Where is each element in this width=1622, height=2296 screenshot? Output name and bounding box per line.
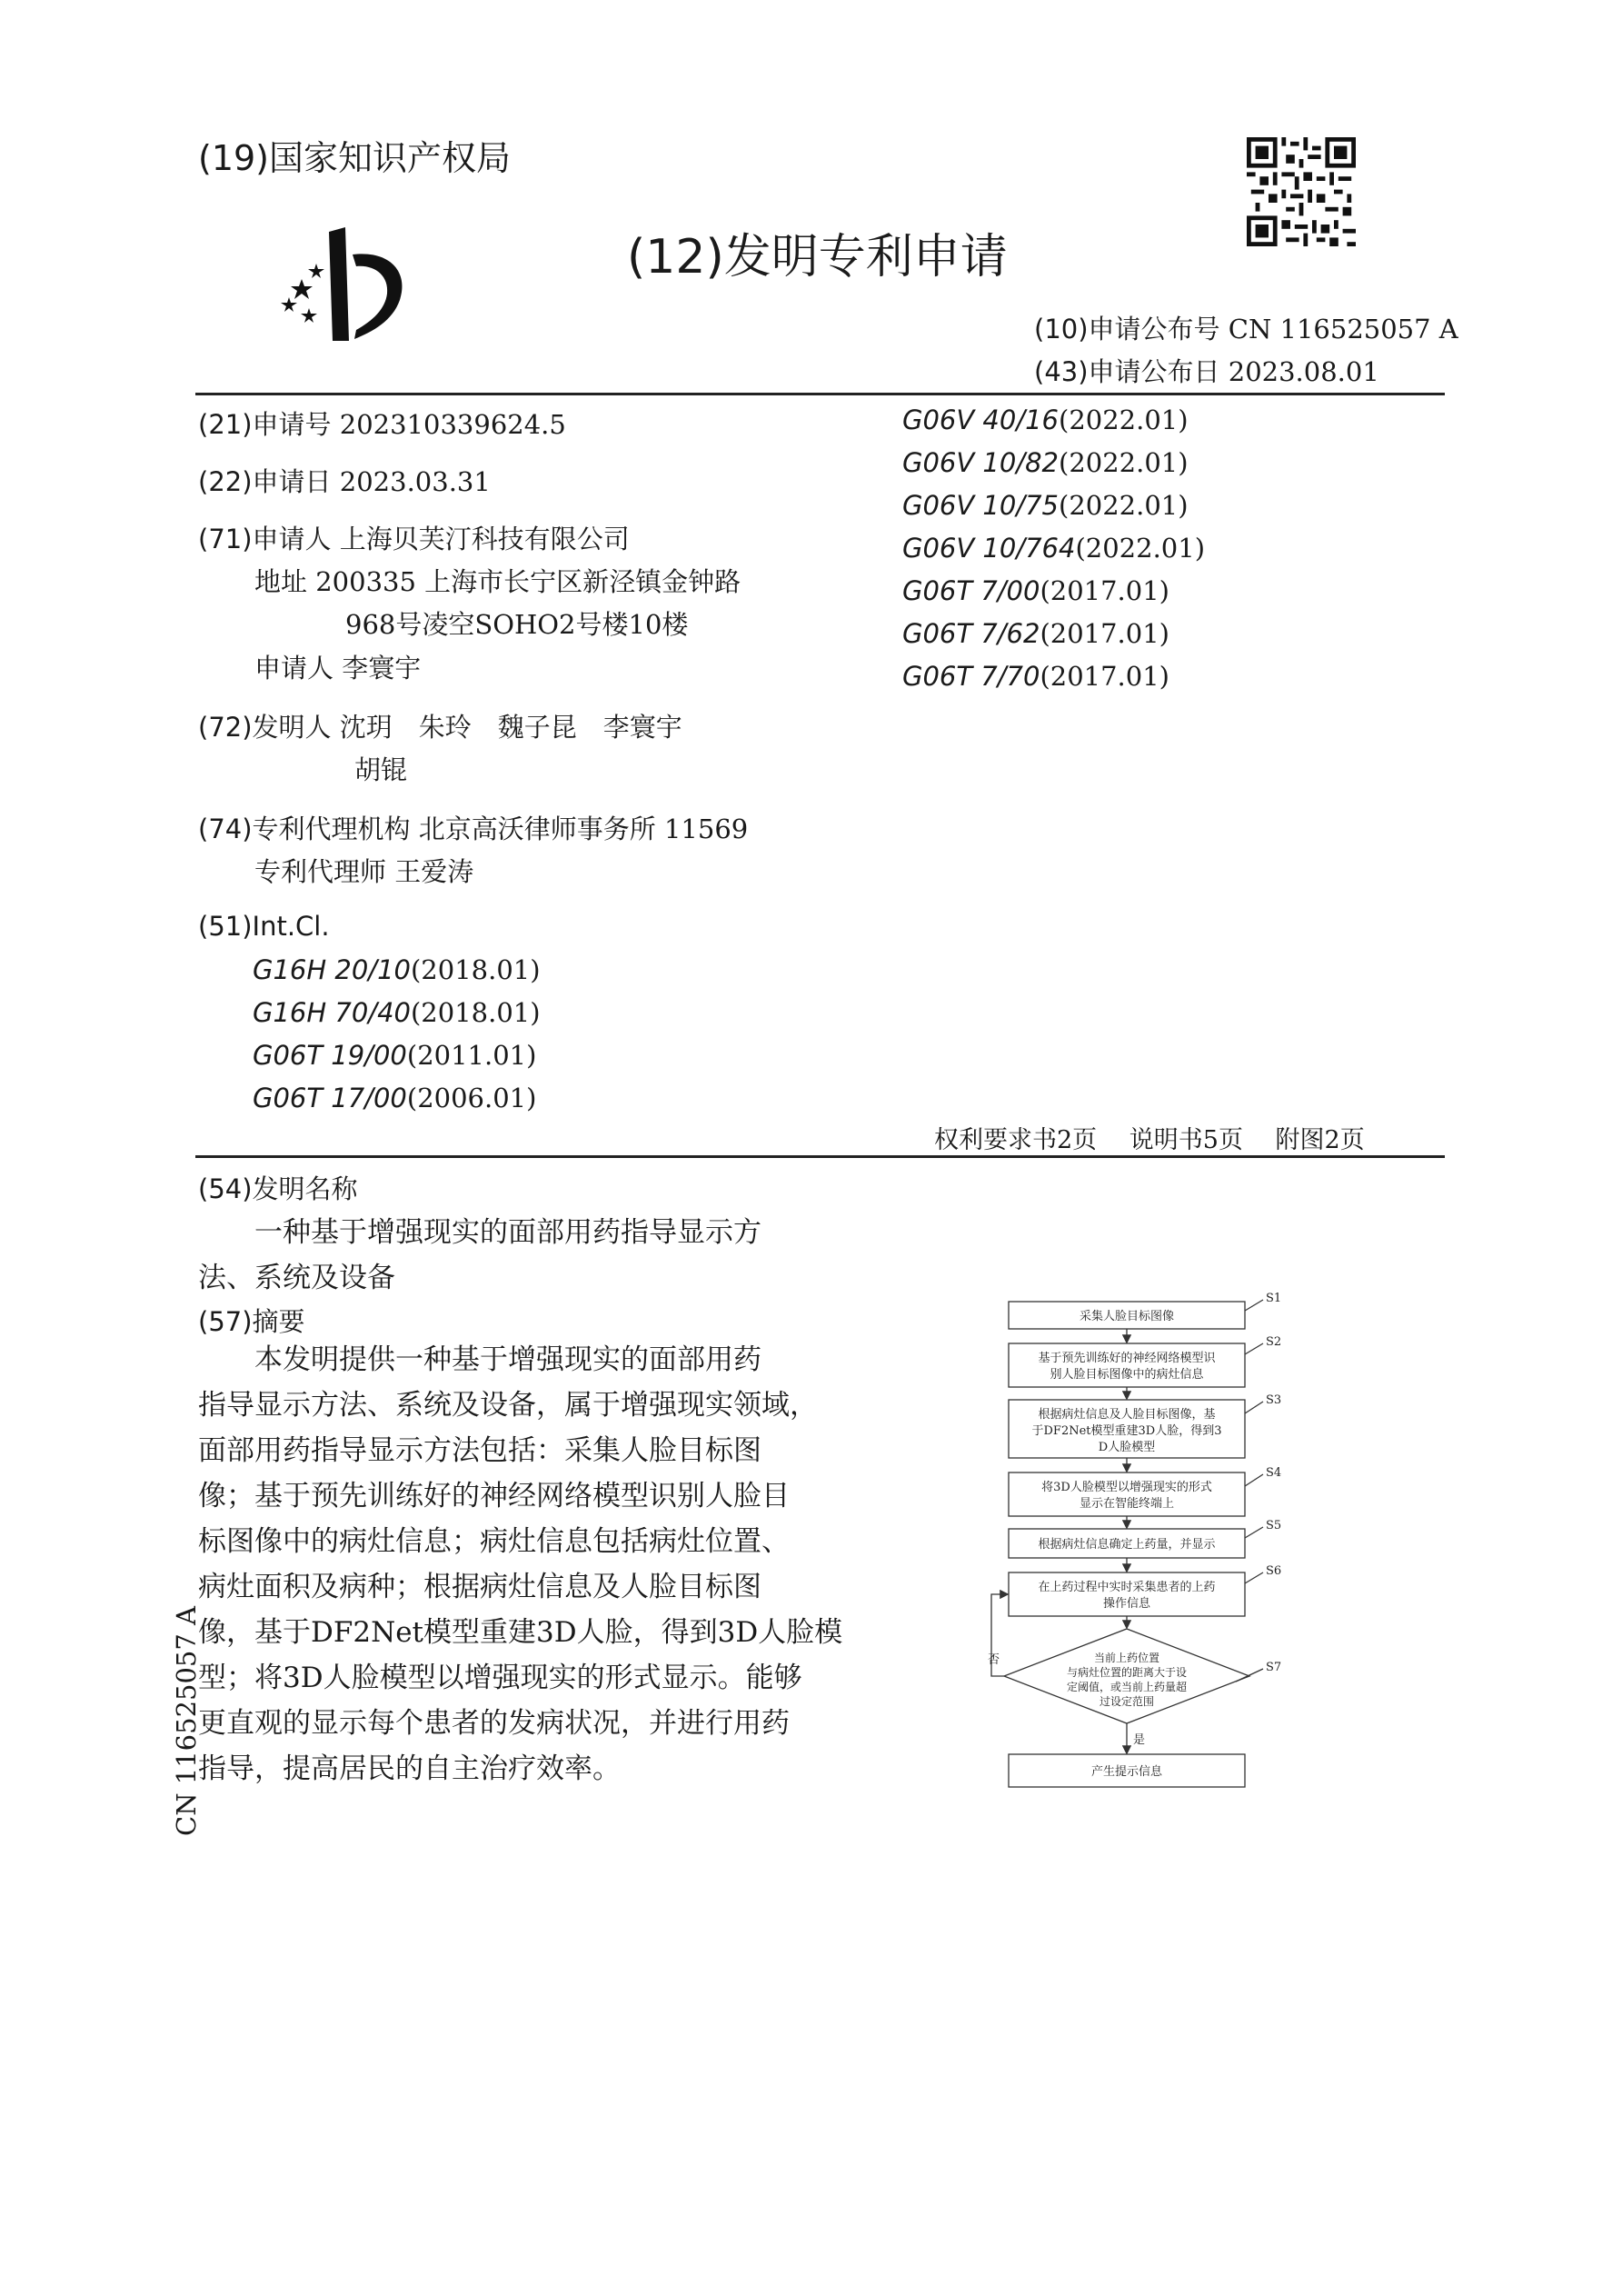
agent-label: 专利代理师 [254,856,387,887]
pub-number: CN 116525057 A [1228,314,1458,344]
intcl-class: G06T 7/00 [902,575,1040,606]
intcl-right-5 [902,618,1169,649]
intcl-heading [198,911,330,942]
intcl-version: (2022.01) [1059,447,1189,478]
pub-number-row [1034,309,1458,346]
intcl-version: (2018.01) [410,997,541,1028]
flow-s1-text: 采集人脸目标图像 [1079,1310,1175,1323]
abstract-code: (57) [198,1306,253,1337]
pub-date-row [1034,352,1379,389]
app-no-label: 申请号 [252,409,332,440]
flow-s7-text: 过设定范围 [1099,1695,1155,1708]
intcl-right-0 [902,404,1189,435]
agency-code: (74) [198,814,253,844]
applicant-code: (71) [198,524,253,554]
flow-s2-text: 别人脸目标图像中的病灶信息 [1050,1368,1204,1382]
pub-date: 2023.08.01 [1228,356,1379,387]
intcl-code: (51) [198,911,253,942]
abstract-line: 指导，提高居民的自主治疗效率。 [198,1752,621,1785]
intcl-version: (2022.01) [1059,404,1189,435]
applicant-value: 上海贝芙汀科技有限公司 [339,524,630,554]
abstract-line: 面部用药指导显示方法包括：采集人脸目标图 [198,1434,761,1467]
intcl-class: G06V 40/16 [902,404,1060,435]
address-line1: 200335 上海市长宁区新泾镇金钟路 [315,566,741,597]
flow-no-label: 否 [988,1653,1000,1667]
flow-final-text: 产生提示信息 [1090,1765,1163,1779]
intcl-version: (2011.01) [406,1040,537,1071]
applicant2-label: 申请人 [254,653,334,684]
flow-s3-text: 根据病灶信息及人脸目标图像，基 [1038,1408,1216,1422]
applicant-row [198,519,630,556]
page-counts: 权利要求书2页 说明书5页 附图2页 [934,1126,1365,1154]
intcl-right-1 [902,447,1189,478]
flowchart [986,1291,1322,1900]
flow-step-id: S5 [1266,1519,1282,1532]
flow-step-id: S2 [1266,1335,1282,1349]
flow-step-id: S6 [1266,1564,1282,1578]
intcl-class: G06V 10/75 [902,490,1060,521]
flow-step-id: S3 [1266,1393,1282,1407]
title-label: 发明名称 [252,1173,358,1204]
abstract-line: 像，基于DF2Net模型重建3D人脸，得到3D人脸模 [198,1616,843,1649]
side-publication-number: CN 116525057 A [171,1606,202,1836]
agency-row [198,809,748,846]
agency-label: 专利代理机构 [252,814,411,844]
abstract-line: 病灶面积及病种；根据病灶信息及人脸目标图 [198,1571,761,1603]
applicant2-row [254,648,421,685]
intcl-class: G06T 19/00 [253,1040,407,1071]
app-date-label: 申请日 [252,466,332,497]
flow-s7-text: 当前上药位置 [1093,1652,1160,1664]
intcl-left-1 [253,997,541,1028]
intcl-right-6 [902,661,1169,692]
divider-top [195,393,1445,395]
office-heading [198,130,511,180]
intcl-version: (2006.01) [406,1083,537,1113]
inventor-line1: 沈玥 朱玲 魏子昆 李寰宇 [339,712,682,743]
office-name: 国家知识产权局 [269,138,512,178]
intcl-right-3 [902,533,1205,564]
flow-step-id: S7 [1266,1661,1282,1674]
inventor-label: 发明人 [252,712,332,743]
abstract-label: 摘要 [252,1306,305,1337]
agent-row [254,852,473,889]
flow-s3-text: D人脸模型 [1098,1441,1156,1454]
intcl-class: G06T 7/70 [902,661,1040,692]
doc-type-name: 发明专利申请 [723,230,1008,285]
pub-number-label: (10)申请公布号 [1034,314,1220,344]
app-date-value: 2023.03.31 [339,466,491,497]
flow-s3-text: 于DF2Net模型重建3D人脸，得到3 [1031,1424,1222,1438]
office-code: (19) [198,138,270,178]
flow-s4-text: 显示在智能终端上 [1079,1497,1175,1511]
intcl-class: G16H 70/40 [253,997,411,1028]
pub-date-label: (43)申请公布日 [1034,356,1220,387]
title-line2: 法、系统及设备 [198,1262,395,1294]
intcl-version: (2017.01) [1040,618,1169,649]
app-no-value: 202310339624.5 [339,409,566,440]
abstract-line: 更直观的显示每个患者的发病状况，并进行用药 [198,1707,790,1740]
doc-type-code: (12) [627,230,724,285]
flow-s7-text: 定阈值，或当前上药量超 [1066,1681,1188,1693]
flow-yes-label: 是 [1133,1733,1146,1747]
flow-s6-text: 在上药过程中实时采集患者的上药 [1038,1581,1216,1594]
intcl-class: G06T 7/62 [902,618,1040,649]
app-date-code: (22) [198,466,253,497]
intcl-version: (2018.01) [410,954,541,985]
cnipa-logo [273,223,427,345]
intcl-class: G06V 10/82 [902,447,1060,478]
intcl-left-0 [253,954,541,985]
inventor-line2: 胡锟 [354,754,408,785]
intcl-class: G16H 20/10 [253,954,411,985]
app-no-row [198,404,566,442]
title-code: (54) [198,1173,253,1204]
intcl-class: G06V 10/764 [902,533,1076,564]
inventor-code: (72) [198,712,253,743]
abstract-line: 像；基于预先训练好的神经网络模型识别人脸目 [198,1480,790,1512]
inventor-row [198,707,682,744]
flow-step-id: S1 [1266,1292,1282,1305]
intcl-version: (2022.01) [1075,533,1206,564]
intcl-class: G06T 17/00 [253,1083,407,1113]
title-heading [198,1169,358,1206]
abstract-line: 指导显示方法、系统及设备，属于增强现实领域， [198,1389,818,1422]
flow-s6-text: 操作信息 [1102,1597,1151,1611]
abstract-line: 型；将3D人脸模型以增强现实的形式显示。能够 [198,1662,802,1694]
divider-bottom [195,1155,1445,1158]
address-row [254,562,741,599]
qr-code [1247,137,1356,246]
intcl-version: (2017.01) [1040,575,1169,606]
address-label: 地址 [254,566,308,597]
flow-s4-text: 将3D人脸模型以增强现实的形式 [1041,1481,1212,1494]
flow-s7-text: 与病灶位置的距离大于设 [1066,1666,1188,1679]
abstract-heading [198,1302,305,1339]
intcl-left-3 [253,1083,536,1113]
app-no-code: (21) [198,409,253,440]
address-line2: 968号凌空SOHO2号楼10楼 [345,609,689,640]
flow-s5-text: 根据病灶信息确定上药量，并显示 [1038,1538,1216,1552]
agency-value: 北京高沃律师事务所 11569 [418,814,749,844]
app-date-row [198,462,491,499]
agent-value: 王爱涛 [394,856,474,887]
intcl-version: (2022.01) [1059,490,1189,521]
applicant-label: 申请人 [252,524,332,554]
flow-s2-text: 基于预先训练好的神经网络模型识 [1038,1352,1216,1365]
abstract-line: 本发明提供一种基于增强现实的面部用药 [254,1343,761,1376]
intcl-version: (2017.01) [1040,661,1169,692]
intcl-label: Int.Cl. [252,911,330,942]
applicant2-value: 李寰宇 [342,653,422,684]
intcl-left-2 [253,1040,536,1071]
intcl-right-2 [902,490,1189,521]
flow-step-id: S4 [1266,1466,1282,1480]
title-line1: 一种基于增强现实的面部用药指导显示方 [254,1216,761,1249]
intcl-right-4 [902,575,1169,606]
doc-type-heading [627,218,1008,286]
abstract-line: 标图像中的病灶信息；病灶信息包括病灶位置、 [198,1525,790,1558]
